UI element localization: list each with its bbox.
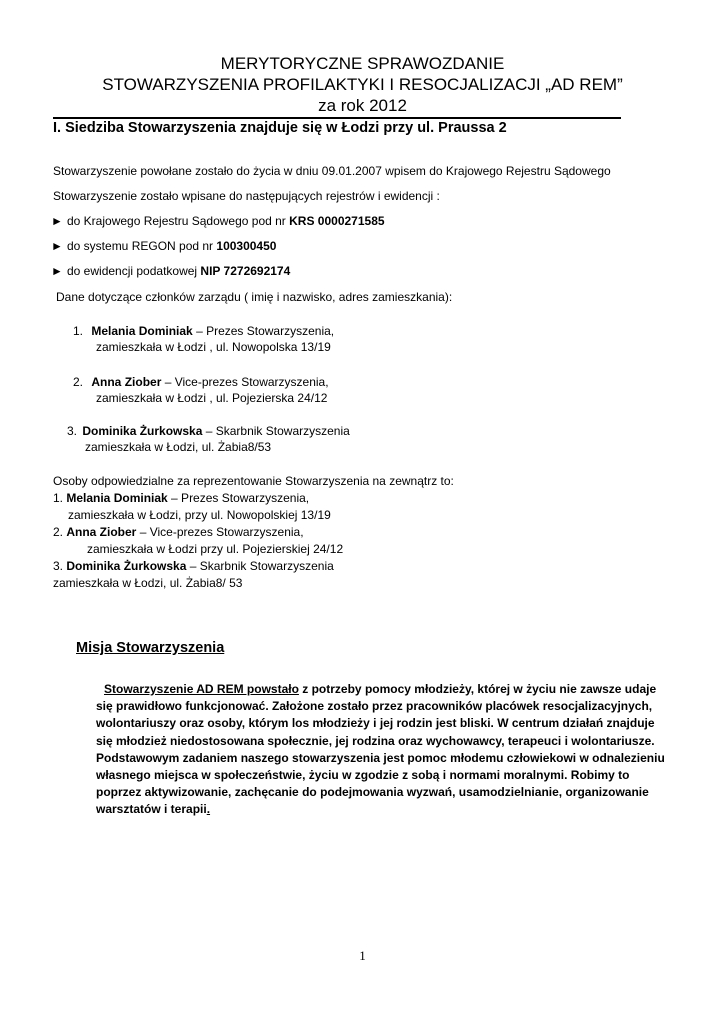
representative-2-address: zamieszkała w Łodzi przy ul. Pojezierskiej 24/12 [87,542,344,556]
representative-role: – Prezes Stowarzyszenia, [167,491,310,505]
mission-body: z potrzeby pomocy młodzieży, której w życiu nie zawsze udaje się prawidłowo funkcjonować. Założone zostało przez pracowników placówek resocjalizacyjnych, wolontariuszy oraz osoby, którym los młodzieży i jej rodzin jest bliski. W centrum działań znajduje się młodzież niedostosowana społecznie, jej rodzina oraz wychowawcy, terapeuci i wolontariusze. Podstawowym zadaniem naszego stowarzyszenia jest pomoc młodemu człowiekowi w odnalezieniu własnego miejsca w społeczeństwie, życiu w zgodzie z sobą i normami moralnymi. Robimy to poprzez aktywizowanie, zachęcanie do podejmowania wyzwań, usamodzielnianie, organizowanie warsztatów i terapii [96,682,665,817]
board-member-1 [73,324,334,339]
title-line-2: STOWARZYSZENIA PROFILAKTYKI I RESOCJALIZACJI „AD REM” [102,75,623,94]
representative-name: Melania Dominiak [66,491,168,505]
board-member-name: Anna Ziober [91,375,162,389]
board-member-role: – Vice-prezes Stowarzyszenia, [161,375,329,389]
representative-role: – Skarbnik Stowarzyszenia [186,559,334,573]
mission-trailing: . [206,802,211,817]
registry-nip-text: do ewidencji podatkowej [67,264,201,278]
representative-3-address: zamieszkała w Łodzi, ul. Żabia8/ 53 [53,576,243,590]
bullet-arrow-icon: ► [51,239,63,253]
board-member-1-address: zamieszkała w Łodzi , ul. Nowopolska 13/19 [96,340,331,354]
registry-regon-text: do systemu REGON pod nr [67,239,217,253]
representative-3 [53,559,334,574]
page-number: 1 [359,948,366,963]
board-member-role: – Prezes Stowarzyszenia, [192,324,335,338]
mission-lead: Stowarzyszenie AD REM powstało [104,682,299,696]
mission-paragraph [96,681,674,819]
registry-item-regon [51,239,276,254]
board-member-number: 2. [73,375,84,389]
board-intro: Dane dotyczące członków zarządu ( imię i nazwisko, adres zamieszkania): [56,290,453,304]
board-member-number: 1. [73,324,84,338]
registry-item-nip [51,264,290,279]
representative-number: 2. [53,525,67,539]
representative-role: – Vice-prezes Stowarzyszenia, [136,525,304,539]
registries-intro: Stowarzyszenie zostało wpisane do następujących rejestrów i ewidencji : [53,189,440,203]
registry-krs-text: do Krajowego Rejestru Sądowego pod nr [67,214,290,228]
registry-krs-value: KRS 0000271585 [289,214,385,228]
board-member-2 [73,375,329,390]
bullet-arrow-icon: ► [51,214,63,228]
representatives-intro: Osoby odpowiedzialne za reprezentowanie Stowarzyszenia na zewnątrz to: [53,474,454,488]
title-rule [53,117,621,119]
representative-1-address: zamieszkała w Łodzi, przy ul. Nowopolskiej 13/19 [68,508,331,522]
board-member-role: – Skarbnik Stowarzyszenia [202,424,350,438]
founded-text: Stowarzyszenie powołane zostało do życia w dniu 09.01.2007 wpisem do Krajowego Rejestru Sądowego [53,164,611,178]
representative-2 [53,525,304,540]
mission-heading: Misja Stowarzyszenia [76,640,225,656]
board-member-name: Melania Dominiak [91,324,193,338]
representative-1 [53,491,309,506]
registry-nip-value: NIP 7272692174 [200,264,291,278]
section-heading-seat: I. Siedziba Stowarzyszenia znajduje się w Łodzi przy ul. Praussa 2 [53,120,507,136]
board-member-3-address: zamieszkała w Łodzi, ul. Żabia8/53 [85,440,272,454]
bullet-arrow-icon: ► [51,264,63,278]
board-member-name: Dominika Żurkowska [82,424,203,438]
board-member-number: 3. [67,424,78,438]
title-line-3: za rok 2012 [318,96,407,115]
registry-regon-value: 100300450 [216,239,277,253]
representative-name: Dominika Żurkowska [66,559,187,573]
title-line-1: MERYTORYCZNE SPRAWOZDANIE [220,54,505,73]
board-member-2-address: zamieszkała w Łodzi , ul. Pojezierska 24/12 [96,391,328,405]
representative-number: 1. [53,491,67,505]
board-member-3 [67,424,350,439]
registry-item-krs [51,214,385,229]
representative-name: Anna Ziober [66,525,137,539]
representative-number: 3. [53,559,67,573]
